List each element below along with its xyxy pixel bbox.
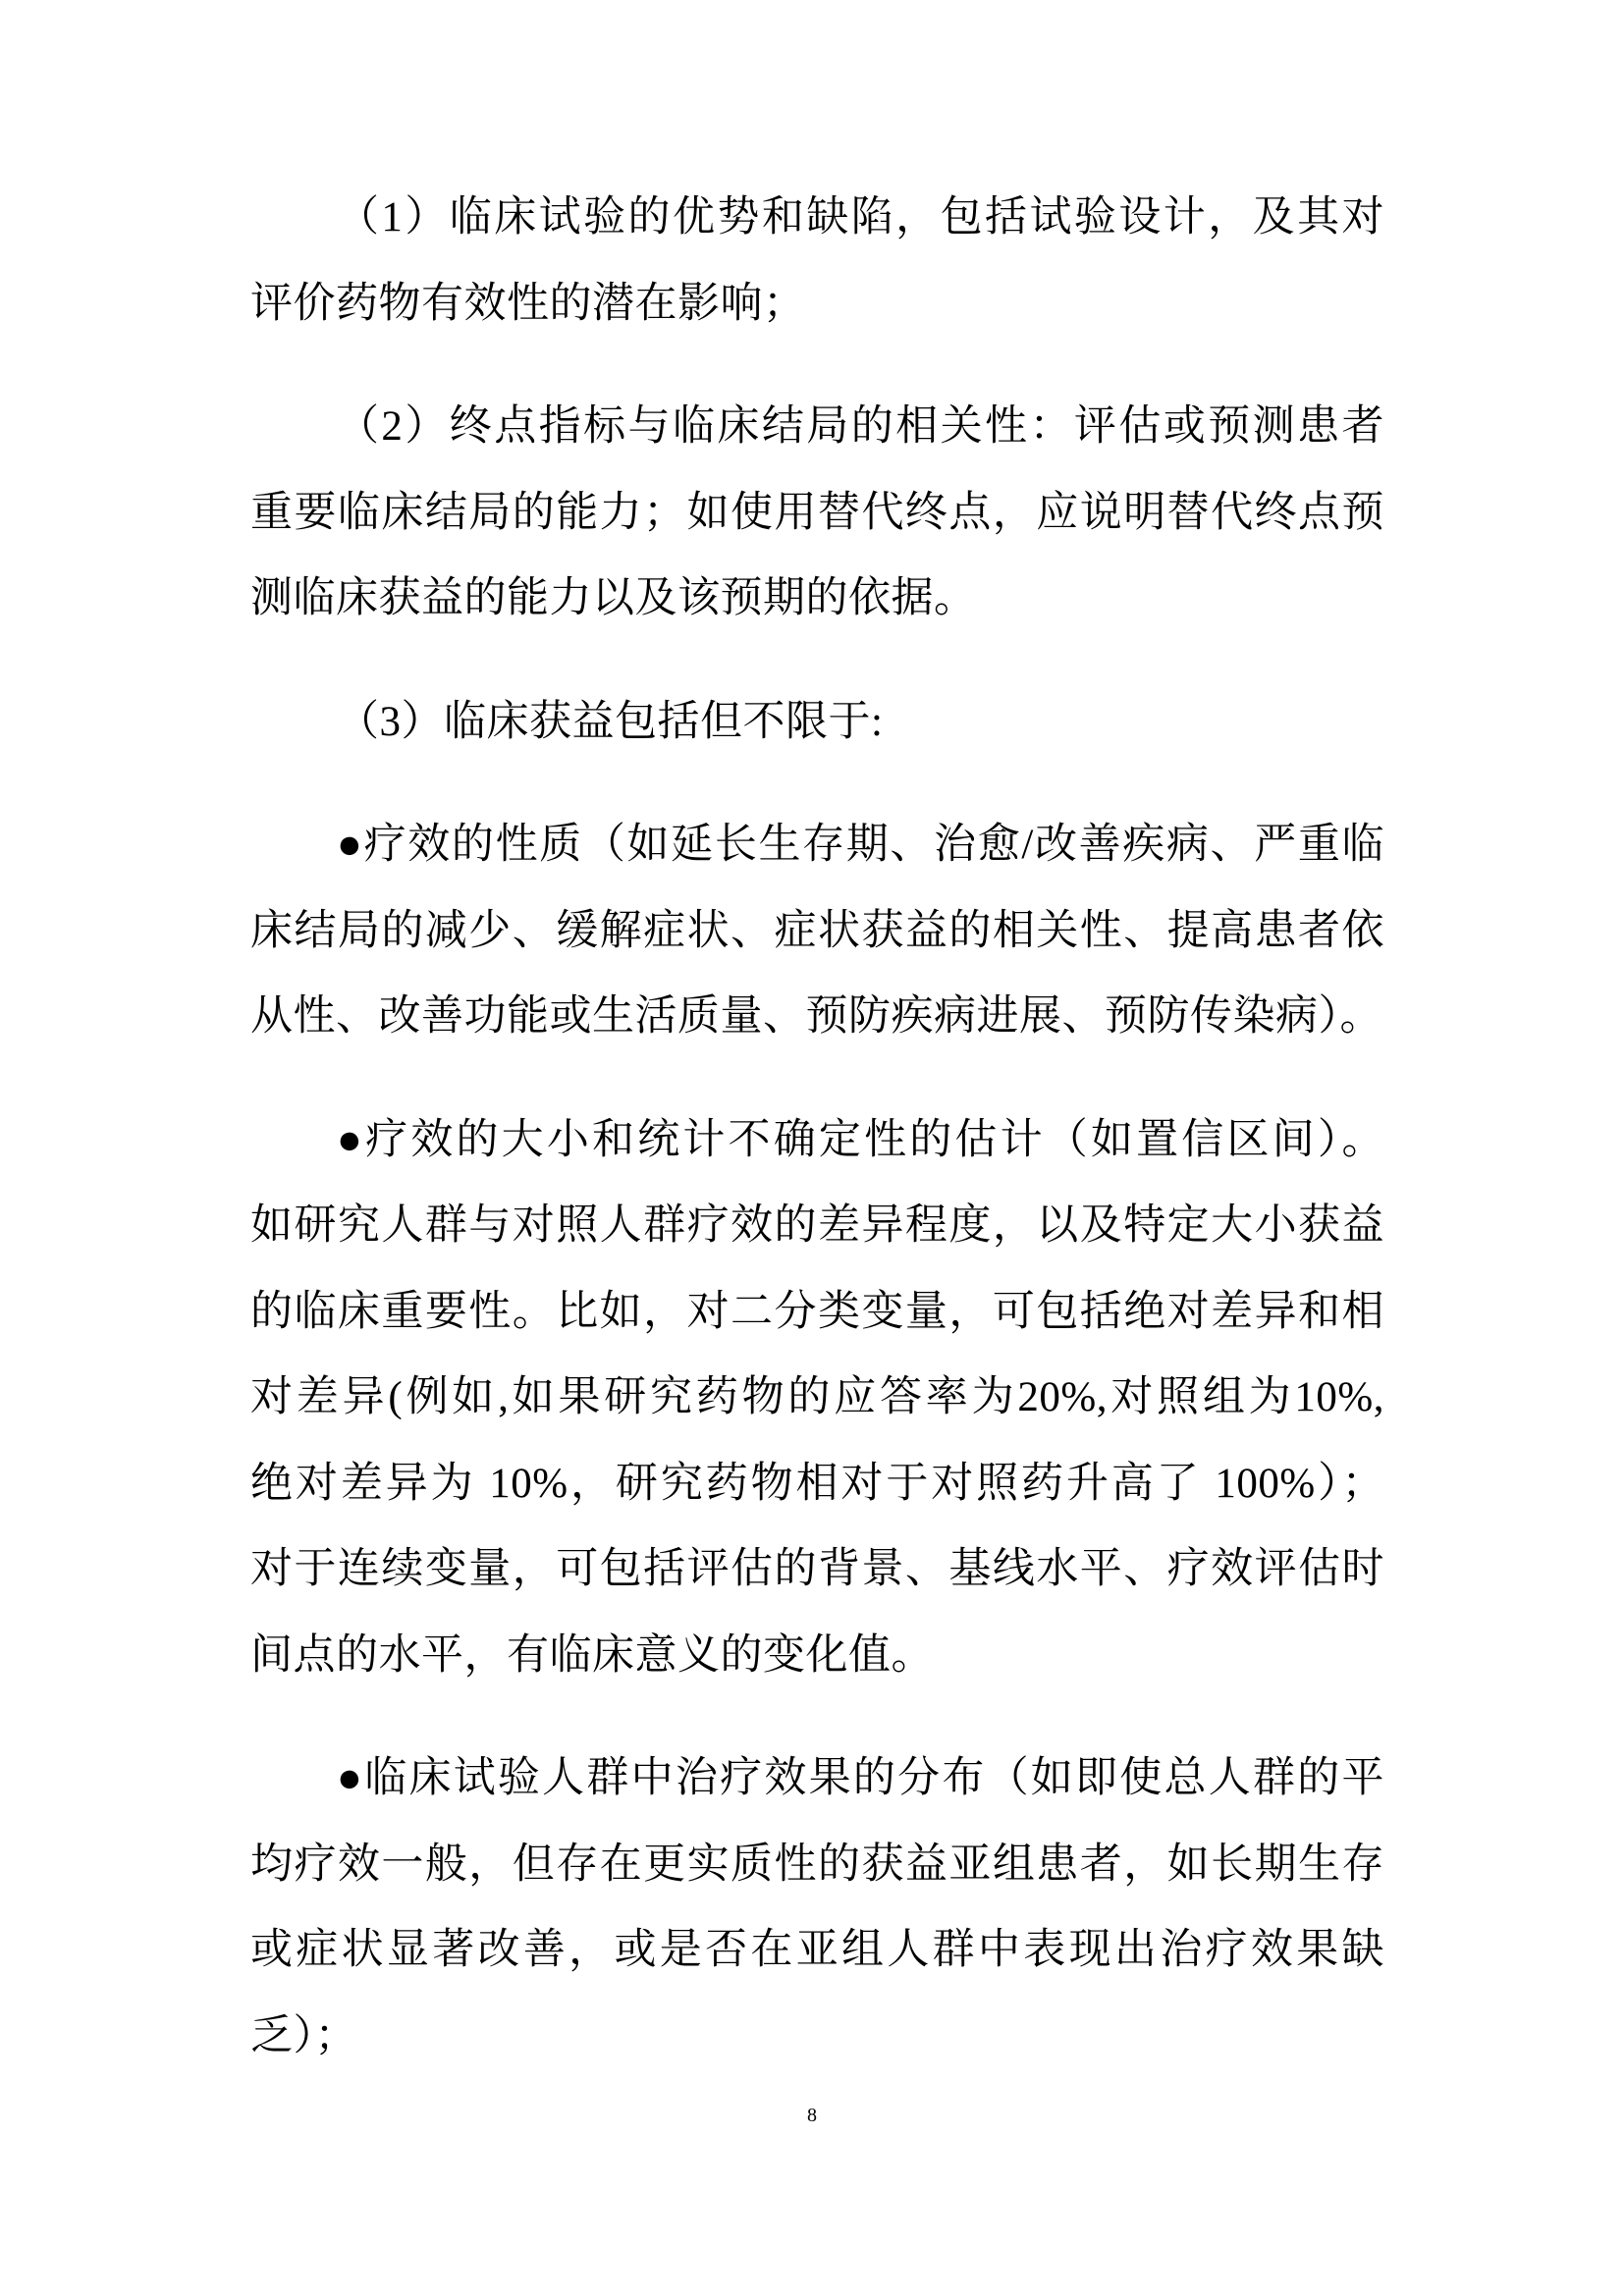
bullet-paragraph-2 <box>250 1097 1384 1699</box>
text-line: 床结局的减少、缓解症状、症状获益的相关性、提高患者依 <box>250 907 1384 954</box>
text-line: ●疗效的大小和统计不确定性的估计（如置信区间）。 <box>337 1116 1384 1163</box>
text-line: 均疗效一般，但存在更实质性的获益亚组患者，如长期生存 <box>250 1841 1384 1888</box>
text-line: 重要临床结局的能力；如使用替代终点，应说明替代终点预 <box>250 489 1384 536</box>
page-number: 8 <box>807 2105 817 2126</box>
text-line: （3）临床获益包括但不限于: <box>337 698 884 745</box>
text-line: 或症状显著改善，或是否在亚组人群中表现出治疗效果缺 <box>250 1927 1384 1973</box>
text-line: 从性、改善功能或生活质量、预防疾病进展、预防传染病）。 <box>250 993 1382 1040</box>
numbered-paragraph-1 <box>250 175 1384 347</box>
numbered-paragraph-3 <box>250 679 1384 766</box>
text-line: 对于连续变量，可包括评估的背景、基线水平、疗效评估时 <box>250 1546 1384 1592</box>
text-line: ●临床试验人群中治疗效果的分布（如即使总人群的平 <box>337 1755 1384 1801</box>
text-line: 的临床重要性。比如，对二分类变量，可包括绝对差异和相 <box>250 1288 1384 1335</box>
text-line: 间点的水平，有临床意义的变化值。 <box>250 1631 934 1679</box>
text-line: 评价药物有效性的潜在影响； <box>250 280 806 327</box>
numbered-paragraph-2 <box>250 384 1384 642</box>
text-line: （1）临床试验的优势和缺陷，包括试验设计，及其对 <box>337 194 1384 240</box>
text-line: 对差异(例如,如果研究药物的应答率为20%,对照组为10%, <box>250 1374 1384 1420</box>
text-line: （2）终点指标与临床结局的相关性：评估或预测患者 <box>337 403 1384 450</box>
page-body <box>250 175 1384 2079</box>
bullet-paragraph-1 <box>250 802 1384 1060</box>
text-line: 乏）； <box>250 2012 357 2059</box>
text-line: 测临床获益的能力以及该预期的依据。 <box>250 575 977 621</box>
text-line: ●疗效的性质（如延长生存期、治愈/改善疾病、严重临 <box>337 822 1384 868</box>
text-line: 绝对差异为 10%，研究药物相对于对照药升高了 100%）； <box>250 1460 1384 1507</box>
bullet-paragraph-3 <box>250 1735 1384 2079</box>
text-line: 如研究人群与对照人群疗效的差异程度，以及特定大小获益 <box>250 1202 1384 1249</box>
